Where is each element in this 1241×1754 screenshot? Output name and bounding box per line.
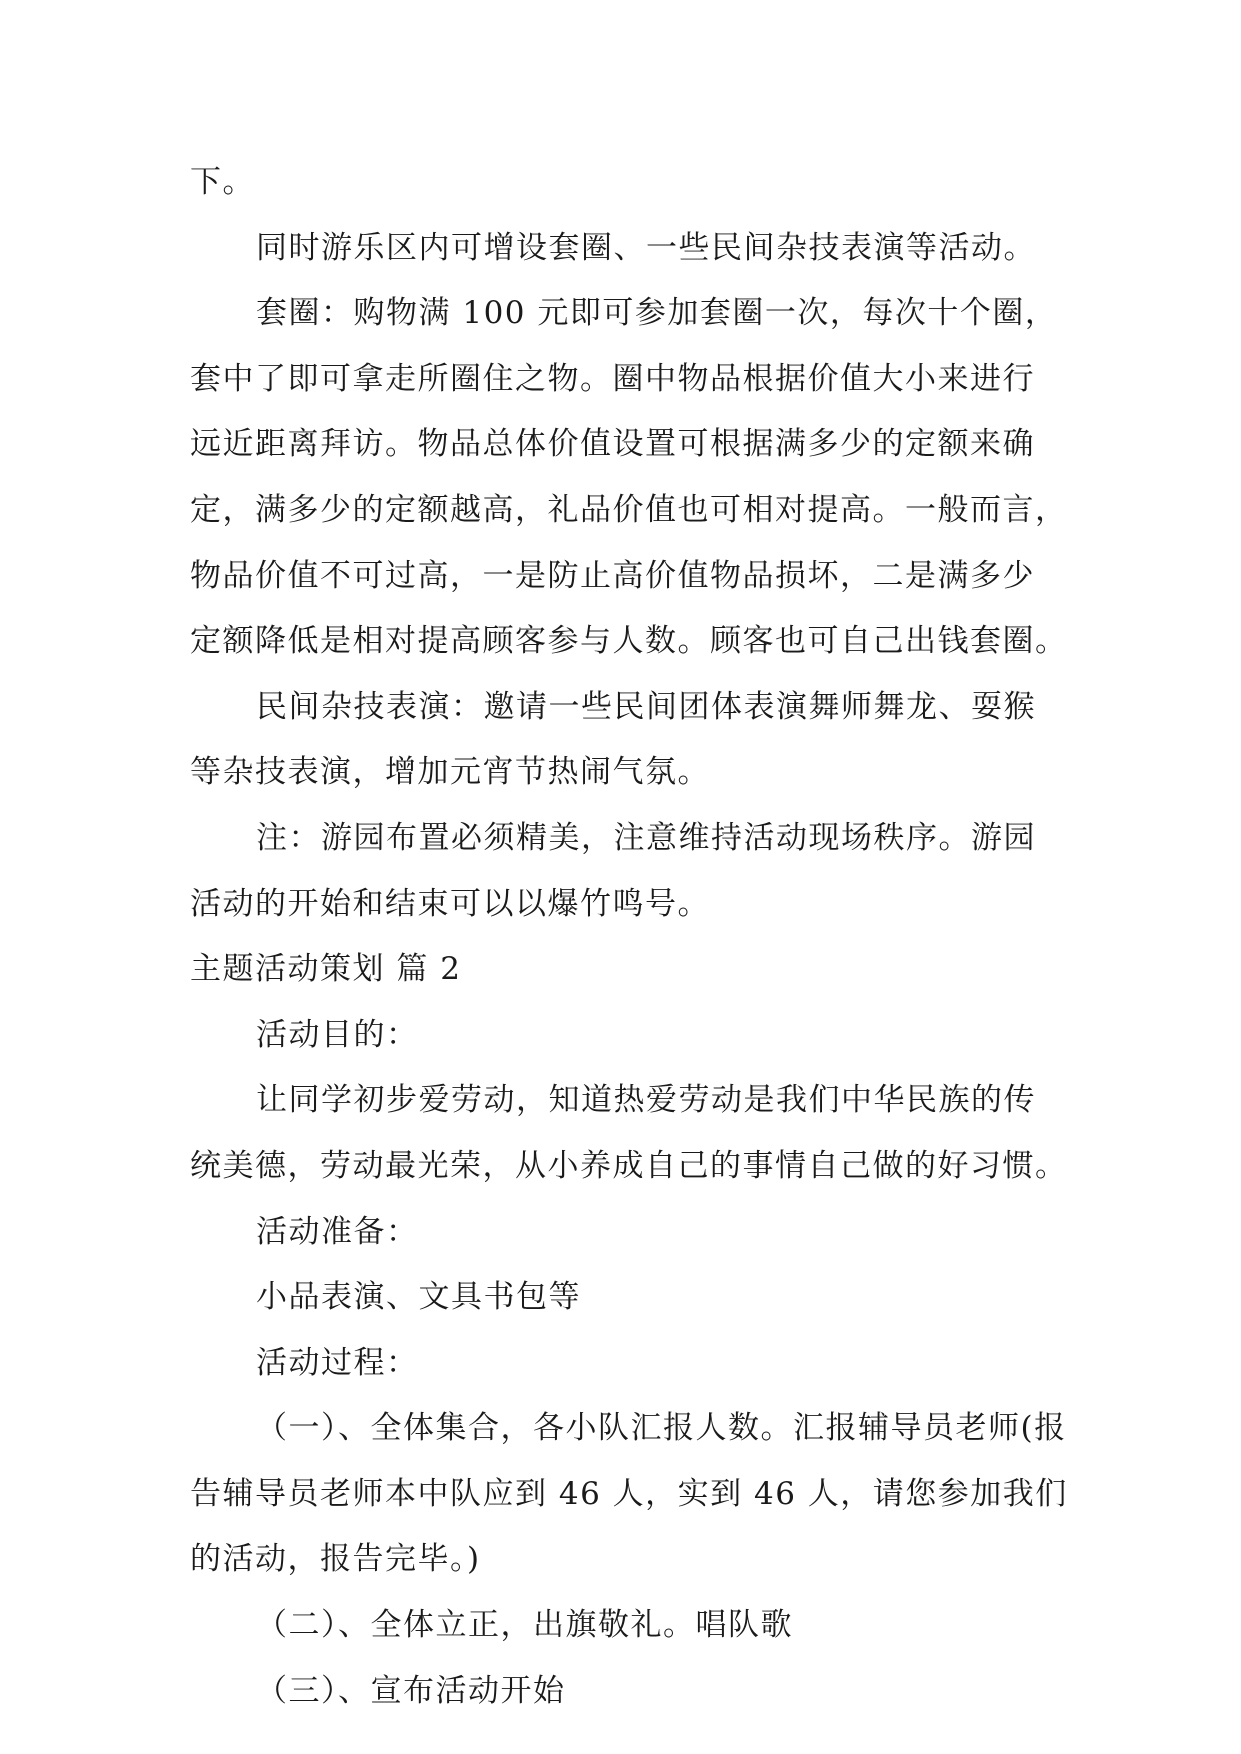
text-line: 告辅导员老师本中队应到 46 人，实到 46 人，请您参加我们 <box>190 1475 1068 1512</box>
text-line: 统美德，劳动最光荣，从小养成自己的事情自己做的好习惯。 <box>190 1147 1068 1184</box>
text-line: 的活动，报告完毕。) <box>190 1541 481 1578</box>
text-line: （二）、全体立正，出旗敬礼。唱队歌 <box>256 1607 793 1644</box>
text-line: 物品价值不可过高，一是防止高价值物品损坏，二是满多少 <box>190 557 1035 594</box>
text-line: 定额降低是相对提高顾客参与人数。顾客也可自己出钱套圈。 <box>190 623 1068 660</box>
text-line: 活动准备： <box>256 1213 419 1250</box>
text-line: 民间杂技表演：邀请一些民间团体表演舞师舞龙、耍猴 <box>256 688 1036 725</box>
text-line: 等杂技表演，增加元宵节热闹气氛。 <box>190 754 710 791</box>
section-heading: 主题活动策划 篇 2 <box>190 951 462 988</box>
text-line: 定，满多少的定额越高，礼品价值也可相对提高。一般而言， <box>190 491 1068 528</box>
text-line: 让同学初步爱劳动，知道热爱劳动是我们中华民族的传 <box>256 1082 1036 1119</box>
text-line: （三）、宣布活动开始 <box>256 1672 566 1709</box>
text-line: 套圈：购物满 100 元即可参加套圈一次，每次十个圈， <box>256 295 1058 332</box>
document-body <box>190 150 1070 1724</box>
text-line: 套中了即可拿走所圈住之物。圈中物品根据价值大小来进行 <box>190 360 1035 397</box>
text-line: 活动目的： <box>256 1016 419 1053</box>
text-line: 活动的开始和结束可以以爆竹鸣号。 <box>190 885 710 922</box>
text-line: 活动过程： <box>256 1344 419 1381</box>
text-line: 小品表演、文具书包等 <box>256 1279 581 1316</box>
text-line: 下。 <box>190 164 255 200</box>
text-line: 同时游乐区内可增设套圈、一些民间杂技表演等活动。 <box>256 229 1036 266</box>
text-line: 远近距离拜访。物品总体价值设置可根据满多少的定额来确 <box>190 426 1035 463</box>
text-line: （一）、全体集合，各小队汇报人数。汇报辅导员老师(报 <box>256 1410 1067 1447</box>
text-line: 注：游园布置必须精美，注意维持活动现场秩序。游园 <box>256 819 1036 856</box>
